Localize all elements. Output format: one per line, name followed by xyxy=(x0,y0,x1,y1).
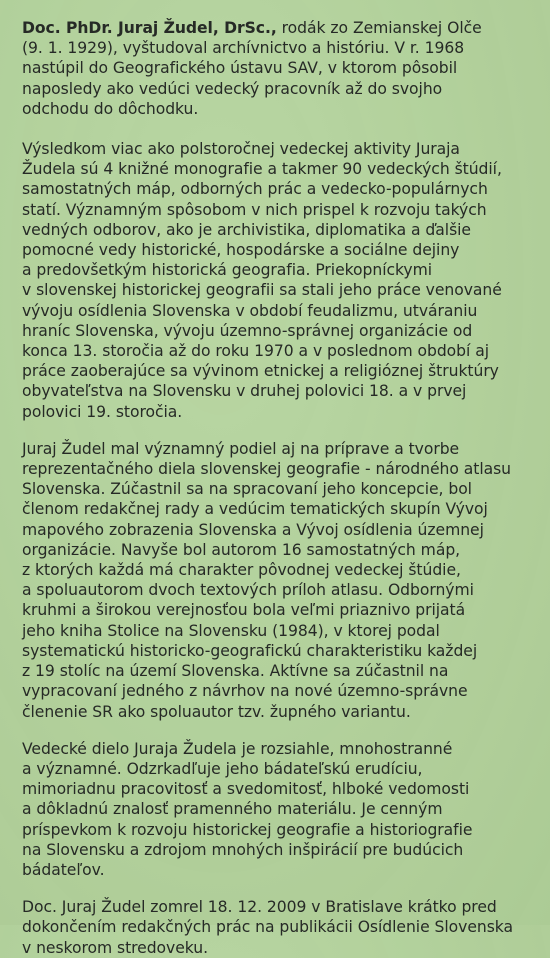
intro-paragraph xyxy=(22,18,542,119)
atlas-contribution-paragraph: Juraj Žudel mal významný podiel aj na príprave a tvorbe reprezentačného diela slovenskej geografie - národného atlasu Slovenska. Zúčastnil sa na spracovaní jeho koncepcie, bol členom redakčnej rady a vedúcim tematických skupín Vývoj mapového zobrazenia Slovenska a Vývoj osídlenia územnej organizácie. Navyše bol autorom 16 samostatných máp, z ktorých každá má charakter pôvodnej vedeckej štúdie, a spoluautorom dvoch textových príloh atlasu. Odbornými kruhmi a širokou verejnosťou bola veľmi priaznivo prijatá jeho kniha Stolice na Slovensku (1984), v ktorej podal systematickú historicko-geografickú charakteristiku každej z 19 stolíc na území Slovenska. Aktívne sa zúčastnil na vypracovaní jedného z návrhov na nové územno-správne členenie SR ako spoluautor tzv. župného variantu. xyxy=(22,439,512,721)
author-name: Doc. PhDr. Juraj Žudel, DrSc., xyxy=(22,19,277,37)
scientific-activity-paragraph: Výsledkom viac ako polstoročnej vedeckej aktivity Juraja Žudela sú 4 knižné monografie a takmer 90 vedeckých štúdií, samostatných máp, odborných prác a vedecko-populárnych statí. Významným spôsobom v nich prispel k rozvoju takých vedných odborov, ako je archivistika, diplomatika a ďalšie pomocné vedy historické, hospodárske a sociálne dejiny a predovšetkým historická geografia. Priekopníckymi v slovenskej historickej geografii sa stali jeho práce venované vývoju osídlenia Slovenska v období feudalizmu, utváraniu hraníc Slovenska, vývoju územno-správnej organizácie od konca 13. storočia až do roku 1970 a v poslednom období aj práce zaoberajúce sa vývinom etnickej a religióznej štruktúry obyvateľstva na Slovensku v druhej polovici 18. a v prvej polovici 19. storočia. xyxy=(22,140,502,421)
legacy-paragraph: Vedecké dielo Juraja Žudela je rozsiahle, mnohostranné a významné. Odzrkadľuje jeho bádateľskú erudíciu, mimoriadnu pracovitosť a svedomitosť, hlboké vedomosti a dôkladnú znalosť pramenného materiálu. Je cenným príspevkom k rozvoju historickej geografie a historiografie na Slovensku a zdrojom mnohých inšpirácií pre budúcich bádateľov. xyxy=(22,739,473,879)
intro-text: rodák zo Zemianskej Olče (9. 1. 1929), vyštudoval archívnictvo a históriu. V r. 1968 nastúpil do Geografického ústavu SAV, v ktorom pôsobil naposledy ako vedúci vedecký pracovník až do svojho odchodu do dôchodku. xyxy=(22,19,482,118)
death-paragraph: Doc. Juraj Žudel zomrel 18. 12. 2009 v Bratislave krátko pred dokončením redakčných prác na publikácii Osídlenie Slovenska v neskorom stredoveku. xyxy=(22,898,513,957)
